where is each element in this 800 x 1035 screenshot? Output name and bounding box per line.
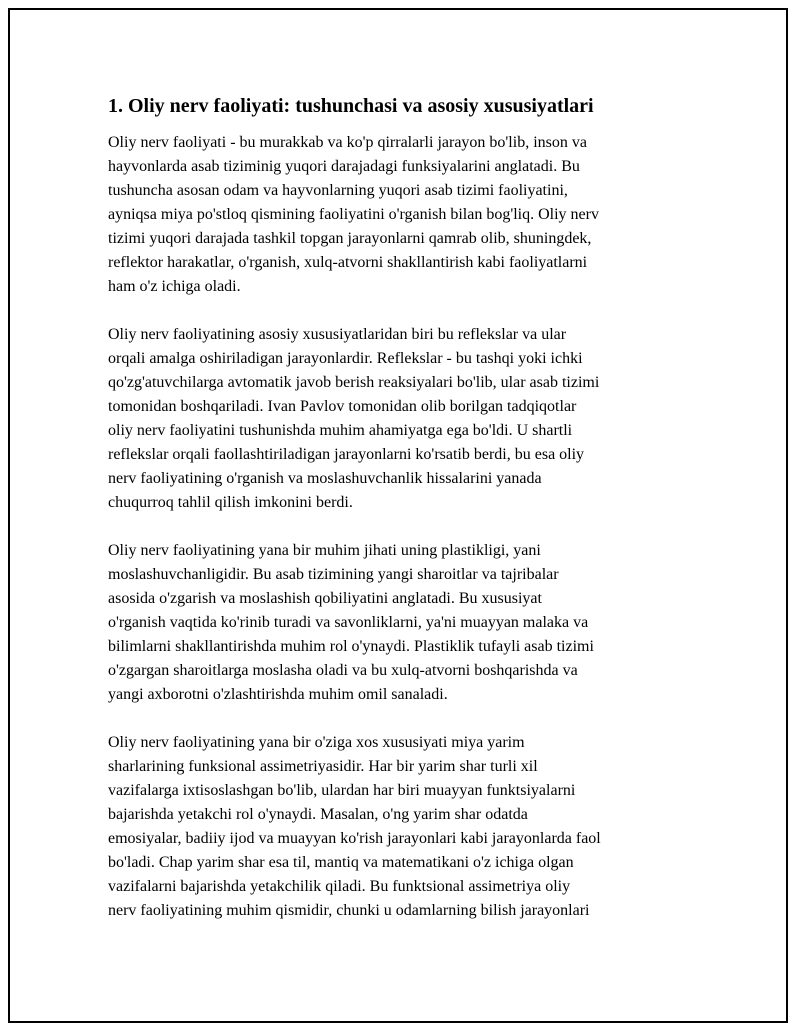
paragraph-plasticity (108, 539, 688, 707)
text-line: nerv faoliyatining o'rganish va moslashuvchanlik hissalarini yanada (108, 470, 542, 487)
text-line: vazifalarni bajarishda yetakchilik qiladi. Bu funktsional assimetriya oliy (108, 878, 571, 895)
text-line: vazifalarga ixtisoslashgan bo'lib, ulardan har biri muayyan funktsiyalarni (108, 782, 576, 799)
text-line: bilimlarni shakllantirishda muhim rol o'ynaydi. Plastiklik tufayli asab tizimi (108, 638, 594, 655)
document-content (108, 92, 688, 923)
text-line: reflektor harakatlar, o'rganish, xulq-atvorni shakllantirish kabi faoliyatlarni (108, 254, 588, 271)
text-line: yangi axborotni o'zlashtirishda muhim omil sanaladi. (108, 686, 448, 703)
text-line: ham o'z ichiga oladi. (108, 278, 241, 295)
text-line: o'rganish vaqtida ko'rinib turadi va savonliklarni, ya'ni muayyan malaka va (108, 614, 589, 631)
text-line: asosida o'zgarish va moslashish qobiliyatini anglatadi. Bu xususiyat (108, 590, 542, 607)
text-line: o'zgargan sharoitlarga moslasha oladi va bu xulq-atvorni boshqarishda va (108, 662, 578, 679)
text-line: chuqurroq tahlil qilish imkonini berdi. (108, 494, 353, 511)
section-heading: 1. Oliy nerv faoliyati: tushunchasi va asosiy xususiyatlari (108, 95, 594, 117)
text-line: bo'ladi. Chap yarim shar esa til, mantiq va matematikani o'z ichiga olgan (108, 854, 574, 871)
text-line: reflekslar orqali faollashtiriladigan jarayonlarni ko'rsatib berdi, bu esa oliy (108, 446, 585, 463)
text-line: emosiyalar, badiiy ijod va muayyan ko'rish jarayonlari kabi jarayonlarda faol (108, 830, 601, 847)
text-line: qo'zg'atuvchilarga avtomatik javob berish reaksiyalari bo'lib, ular asab tizimi (108, 374, 600, 391)
text-line: sharlarining funksional assimetriyasidir. Har bir yarim shar turli xil (108, 758, 538, 775)
text-line: Oliy nerv faoliyatining yana bir muhim jihati uning plastikligi, yani (108, 542, 541, 559)
text-line: Oliy nerv faoliyatining yana bir o'ziga xos xususiyati miya yarim (108, 734, 525, 751)
text-line: nerv faoliyatining muhim qismidir, chunki u odamlarning bilish jarayonlari (108, 902, 590, 919)
text-line: ayniqsa miya po'stloq qismining faoliyatini o'rganish bilan bog'liq. Oliy nerv (108, 206, 599, 223)
text-line: oliy nerv faoliyatini tushunishda muhim ahamiyatga ega bo'ldi. U shartli (108, 422, 573, 439)
text-line: hayvonlarda asab tiziminig yuqori darajadagi funksiyalarini anglatadi. Bu (108, 158, 580, 175)
text-line: tomonidan boshqariladi. Ivan Pavlov tomonidan olib borilgan tadqiqotlar (108, 398, 577, 415)
paragraph-asymmetry (108, 731, 688, 923)
text-line: moslashuvchanligidir. Bu asab tizimining yangi sharoitlar va tajribalar (108, 566, 559, 583)
paragraph-reflexes (108, 323, 688, 515)
text-line: bajarishda yetakchi rol o'ynaydi. Masalan, o'ng yarim shar odatda (108, 806, 528, 823)
text-line: Oliy nerv faoliyati - bu murakkab va ko'p qirralarli jarayon bo'lib, inson va (108, 134, 587, 151)
text-line: Oliy nerv faoliyatining asosiy xususiyatlaridan biri bu reflekslar va ular (108, 326, 567, 343)
text-line: tushuncha asosan odam va hayvonlarning yuqori asab tizimi faoliyatini, (108, 182, 568, 199)
text-line: orqali amalga oshiriladigan jarayonlardir. Reflekslar - bu tashqi yoki ichki (108, 350, 583, 367)
paragraph-definition (108, 131, 688, 299)
text-line: tizimi yuqori darajada tashkil topgan jarayonlarni qamrab olib, shuningdek, (108, 230, 592, 247)
